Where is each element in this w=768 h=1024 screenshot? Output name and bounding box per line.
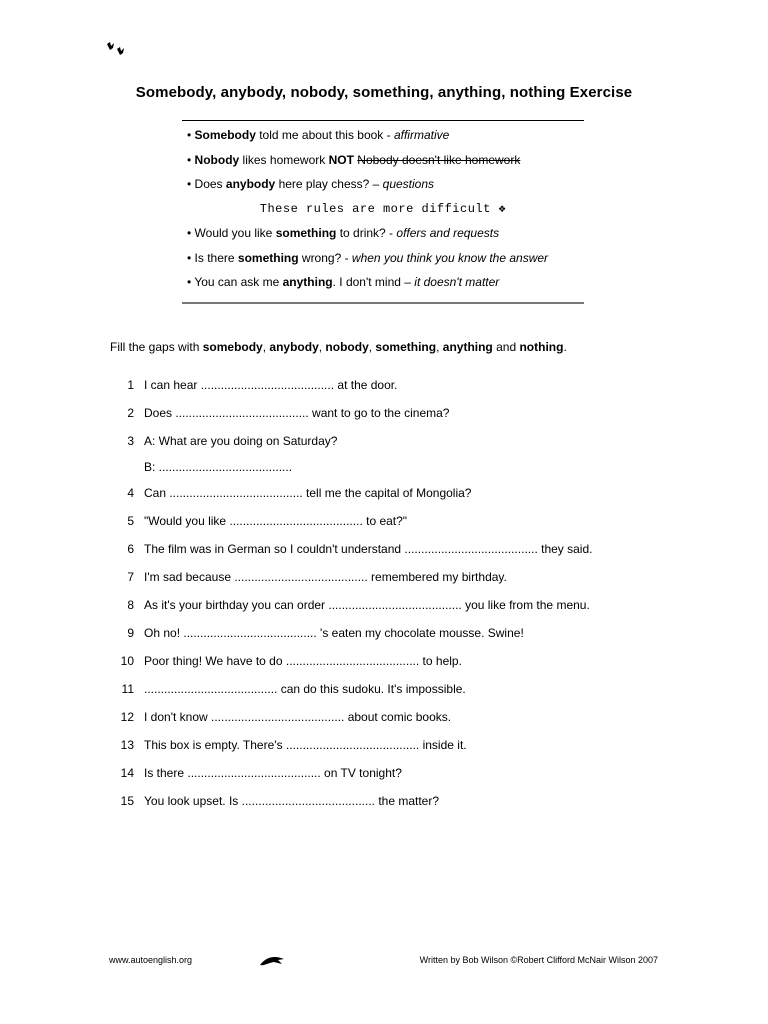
rule-text: anything <box>282 275 333 289</box>
instruction-text: and <box>492 340 520 354</box>
dolphin-logo-icon <box>258 951 286 969</box>
exercise-text <box>144 735 670 763</box>
exercise-item <box>110 707 670 735</box>
target-word: nothing <box>519 340 564 354</box>
birds-logo-icon <box>106 41 128 57</box>
exercise-number: 2 <box>127 406 134 420</box>
exercise-line: I'm sad because ........................................ remembered my birthday. <box>144 570 507 584</box>
exercise-text <box>144 595 670 623</box>
exercise-item <box>110 567 670 595</box>
exercise-text <box>144 791 670 819</box>
exercise-number: 11 <box>121 682 134 696</box>
exercise-line: Is there ........................................ on TV tonight? <box>144 766 402 780</box>
rule-text: offers and requests <box>396 226 500 240</box>
exercise-number: 15 <box>120 794 134 808</box>
rule-text: NOT <box>328 152 354 167</box>
exercise-line: Does ........................................ want to go to the cinema? <box>144 406 450 420</box>
instructions: Fill the gaps with somebody, anybody, nobody, something, anything and nothing. <box>110 340 567 354</box>
exercise-text <box>144 431 670 483</box>
exercise-list <box>110 375 670 819</box>
exercise-text <box>144 375 670 403</box>
rules-box <box>182 120 584 304</box>
page-title: Somebody, anybody, nobody, something, anything, nothing Exercise <box>135 84 633 101</box>
exercise-line: Poor thing! We have to do ........................................ to help. <box>144 654 462 668</box>
rule-line <box>182 222 584 247</box>
rule-text: affirmative <box>393 128 450 142</box>
instruction-text: . <box>563 340 567 354</box>
difficulty-note: These rules are more difficult ❖ <box>259 201 507 216</box>
exercise-item <box>110 375 670 403</box>
target-word: something <box>375 340 437 354</box>
exercise-number: 1 <box>127 378 134 392</box>
exercise-text <box>144 707 670 735</box>
exercise-item <box>110 403 670 431</box>
exercise-number: 13 <box>120 738 134 752</box>
exercise-item <box>110 623 670 651</box>
exercise-text <box>144 539 670 567</box>
rule-text: Somebody <box>194 128 256 142</box>
exercise-item <box>110 735 670 763</box>
exercise-line: The film was in German so I couldn't understand ........................................ they said. <box>144 542 593 556</box>
rule-text: to drink? - <box>336 226 397 240</box>
rule-line <box>182 247 584 272</box>
rule-text: here play chess? – <box>275 177 383 191</box>
exercise-line: A: What are you doing on Saturday? <box>144 434 338 448</box>
exercise-item <box>110 431 670 483</box>
rule-text: Nobody <box>194 152 240 167</box>
rule-text: wrong? - <box>298 250 352 265</box>
exercise-item <box>110 763 670 791</box>
rule-text: questions <box>382 177 435 191</box>
footer-website: www.autoenglish.org <box>109 955 193 965</box>
rule-text: something <box>237 250 299 265</box>
exercise-item <box>110 539 670 567</box>
exercise-number: 5 <box>127 514 134 528</box>
rule-text: • Does <box>187 177 226 191</box>
rule-text: • Is there <box>187 250 238 265</box>
rule-text: • <box>187 152 195 167</box>
exercise-item <box>110 483 670 511</box>
exercise-line: Oh no! ........................................ 's eaten my chocolate mousse. Swine! <box>144 626 524 640</box>
exercise-item <box>110 651 670 679</box>
exercise-line: ........................................ can do this sudoku. It's impossible. <box>144 682 466 696</box>
rule-line <box>182 173 584 198</box>
exercise-text <box>144 623 670 651</box>
exercise-line: "Would you like ........................................ to eat?" <box>144 514 408 528</box>
exercise-line: Can ........................................ tell me the capital of Mongolia? <box>144 486 472 500</box>
rule-text: anybody <box>225 177 276 191</box>
exercise-line: This box is empty. There's ........................................ inside it. <box>144 738 467 752</box>
rule-text: Nobody doesn't like homework <box>357 152 521 167</box>
footer-credit: Written by Bob Wilson ©Robert Clifford McNair Wilson 2007 <box>419 955 658 965</box>
instruction-text: Fill the gaps with <box>110 340 203 354</box>
rule-line <box>182 271 584 296</box>
target-word: somebody <box>202 340 263 354</box>
rule-text: . I don't mind – <box>332 275 415 289</box>
exercise-line: B: ........................................ <box>144 460 293 474</box>
rule-text: likes homework <box>239 152 329 167</box>
exercise-number: 3 <box>127 434 134 448</box>
exercise-text <box>144 763 670 791</box>
exercise-text <box>144 511 670 539</box>
rule-text: • <box>187 128 195 142</box>
exercise-line: I can hear ........................................ at the door. <box>144 378 398 392</box>
rule-line <box>182 149 584 174</box>
rule-text: it doesn't matter <box>414 275 500 289</box>
exercise-text <box>144 567 670 595</box>
exercise-item <box>110 511 670 539</box>
exercise-line: As it's your birthday you can order ........................................ you like from the menu. <box>144 598 590 612</box>
exercise-number: 7 <box>127 570 134 584</box>
rule-text: told me about this book - <box>255 128 394 142</box>
target-word: nobody <box>325 340 369 354</box>
exercise-number: 12 <box>120 710 134 724</box>
rule-text: when you think you know the answer <box>351 250 549 265</box>
exercise-line: You look upset. Is ........................................ the matter? <box>144 794 440 808</box>
exercise-number: 10 <box>120 654 134 668</box>
exercise-number: 14 <box>120 766 134 780</box>
exercise-text <box>144 403 670 431</box>
exercise-text <box>144 483 670 511</box>
rule-line <box>182 124 584 149</box>
exercise-text <box>144 679 670 707</box>
exercise-number: 9 <box>127 626 134 640</box>
exercise-item <box>110 679 670 707</box>
rule-text: something <box>275 226 337 240</box>
rule-text: • You can ask me <box>187 275 283 289</box>
exercise-item <box>110 595 670 623</box>
rule-text: • Would you like <box>187 226 276 240</box>
exercise-text <box>144 651 670 679</box>
exercise-number: 4 <box>127 486 134 500</box>
target-word: anything <box>442 340 493 354</box>
exercise-item <box>110 791 670 819</box>
exercise-number: 8 <box>127 598 134 612</box>
exercise-line: I don't know ........................................ about comic books. <box>144 710 452 724</box>
target-word: anybody <box>269 340 319 354</box>
exercise-number: 6 <box>127 542 134 556</box>
